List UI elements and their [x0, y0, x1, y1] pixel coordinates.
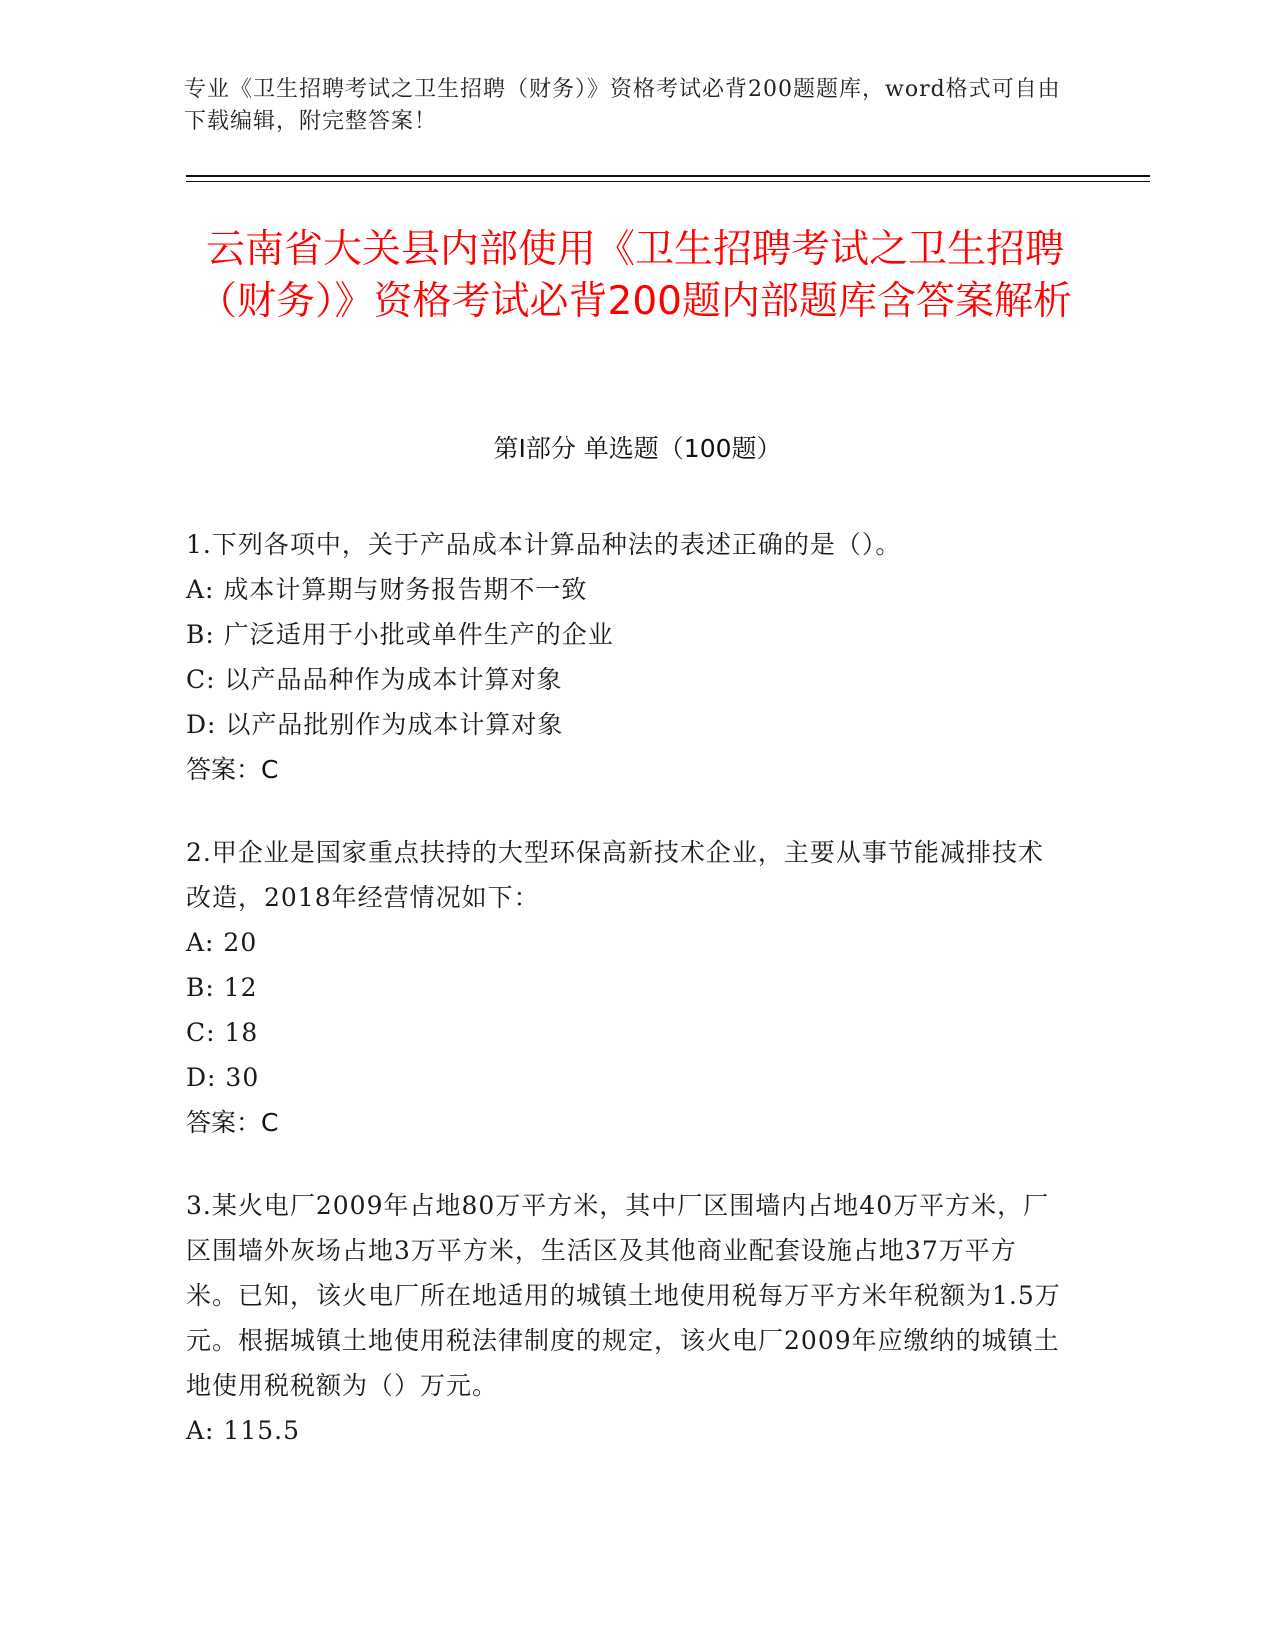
option-b: B: 广泛适用于小批或单件生产的企业: [186, 620, 614, 649]
question-3: [186, 1183, 1066, 1453]
question-list: [186, 522, 1066, 1491]
answer: 答案：C: [186, 755, 279, 784]
option-a: A: 115.5: [186, 1416, 300, 1445]
question-text: 1.下列各项中，关于产品成本计算品种法的表述正确的是（）。: [186, 530, 902, 559]
document-title: 云南省大关县内部使用《卫生招聘考试之卫生招聘（财务）》资格考试必背200题内部题库含答案解析: [198, 227, 1072, 324]
question-text: 3.某火电厂2009年占地80万平方米，其中厂区围墙内占地40万平方米，厂区围墙外灰场占地3万平方米，生活区及其他商业配套设施占地37万平方米。已知，该火电厂所在地适用的城镇土地使用税每万平方米年税额为1.5万元。根据城镇土地使用税法律制度的规定，该火电厂2009年应缴纳的城镇土地使用税税额为（）万元。: [186, 1191, 1061, 1400]
header-rule-thin: [186, 181, 1150, 182]
question-2: [186, 830, 1066, 1145]
header-note: 专业《卫生招聘考试之卫生招聘（财务）》资格考试必背200题题库，word格式可自由下载编辑，附完整答案！: [184, 77, 1061, 134]
section-heading: 第Ⅰ部分 单选题（100题）: [493, 434, 782, 463]
answer: 答案：C: [186, 1108, 279, 1137]
option-d: D: 30: [186, 1063, 260, 1092]
option-d: D: 以产品批别作为成本计算对象: [186, 710, 564, 739]
option-c: C: 以产品品种作为成本计算对象: [186, 665, 563, 694]
option-a: A: 成本计算期与财务报告期不一致: [186, 575, 588, 604]
option-a: A: 20: [186, 928, 258, 957]
question-text: 2.甲企业是国家重点扶持的大型环保高新技术企业，主要从事节能减排技术改造，2018年经营情况如下：: [186, 838, 1044, 912]
header-rule-thick: [186, 175, 1150, 177]
option-b: B: 12: [186, 973, 258, 1002]
question-1: [186, 522, 1066, 792]
option-c: C: 18: [186, 1018, 259, 1047]
